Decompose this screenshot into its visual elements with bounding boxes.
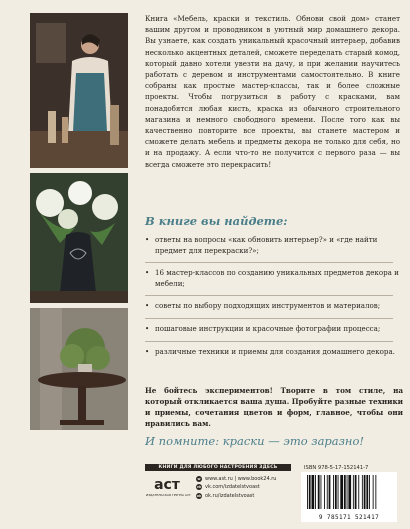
logo-mark: аст [154, 477, 180, 493]
divider [145, 341, 393, 342]
link-website[interactable] [196, 475, 276, 483]
publisher-logo [146, 477, 191, 497]
barcode-digits: 9 785171 521417 [318, 514, 380, 521]
features-heading: В книге вы найдете: [145, 214, 288, 228]
link-text: vk.com/izdatelstvoast [205, 484, 260, 491]
logo-caption: ИЗДАТЕЛЬСКАЯ ГРУППА АСТ [146, 493, 191, 497]
slogan-bar: КНИГИ ДЛЯ ЛЮБОГО НАСТРОЕНИЯ ЗДЕСЬ [145, 464, 291, 471]
intro-paragraph: Книга «Мебель, краски и текстиль. Обнови свой дом» станет вашим другом и проводником в уютный мир домашнего декора. Вы узнаете, как создать уникальный красочный интерьер, добавив несколько акцентных деталей, сможете переделать старый комод, который давно хотели увезти на дачу, и при желании научитесь работать с деревом и инструментами самостоятельно. В книге собраны как простые мастер-классы, так и более сложные проекты. Чтобы погрузиться в работу с красками, вам понадобятся любая кисть, краска из обычного строительного магазина и немного свободного времени. После того как вы качественно повторите все проекты, вы станете мастером и сможете делать мебель и предметы декора не только для себя, но и на продажу. А если что-то не получится с первого раза — вы всегда сможете это перекрасить! [145, 14, 400, 169]
feature-item: • пошаговые инструкции и красочные фотографии процесса; [145, 324, 400, 335]
barcode-bar [329, 475, 331, 509]
publisher-links [196, 475, 276, 500]
photo-vase-flowers [30, 173, 128, 303]
feature-item: • ответы на вопросы «как обновить интерьер?» и «где найти предмет для перекраски?»; [145, 235, 400, 256]
divider [145, 262, 393, 263]
barcode-bar [338, 475, 339, 509]
barcode-bars [301, 472, 397, 512]
barcode-bar [307, 475, 308, 509]
feature-item: • различные техники и приемы для создания домашнего декора. [145, 347, 400, 358]
globe-icon: w [197, 477, 201, 482]
barcode-bar [309, 475, 311, 509]
link-text: www.ast.ru | www.book24.ru [205, 476, 277, 482]
barcode-bar [318, 475, 320, 509]
divider [145, 295, 393, 296]
barcode-bar [348, 475, 351, 509]
divider [145, 318, 393, 319]
feature-item: • 16 мастер-классов по созданию уникальных предметов декора и мебели; [145, 268, 400, 289]
barcode-bar [333, 475, 334, 509]
barcode-bar [344, 475, 346, 509]
barcode-bar [335, 475, 337, 509]
vk-icon: vk [196, 485, 202, 490]
barcode-bar [353, 475, 354, 509]
motto: И помните: краски — это заразно! [145, 434, 365, 448]
link-vk[interactable] [196, 483, 276, 491]
barcode-bar [364, 475, 366, 509]
barcode-bar [340, 475, 343, 509]
link-ok[interactable] [196, 492, 276, 500]
barcode-bar [327, 475, 328, 509]
photo-woman-painting [30, 13, 128, 168]
barcode-bar [324, 475, 325, 509]
features-list [145, 235, 400, 357]
isbn: ISBN 978-5-17-152141-7 [304, 465, 369, 471]
barcode [301, 472, 397, 522]
barcode-bar [369, 475, 370, 509]
barcode-bar [321, 475, 322, 509]
barcode-bar [355, 475, 357, 509]
barcode-bar [375, 475, 376, 509]
barcode-bar [366, 475, 368, 509]
barcode-bar [373, 475, 374, 509]
feature-item: • советы по выбору подходящих инструментов и материалов; [145, 301, 400, 312]
barcode-bar [347, 475, 348, 509]
photo-round-table [30, 308, 128, 430]
ok-icon: ok [196, 493, 202, 498]
encouragement-paragraph: Не бойтесь экспериментов! Творите в том стиле, на который откликается ваша душа. Пробуйте разные техники и приемы, сочетания цветов и форм, главное, чтобы они нравились вам. [145, 386, 403, 428]
link-text: ok.ru/izdatelstvoast [205, 492, 255, 499]
barcode-bar [312, 475, 315, 509]
barcode-bar [315, 475, 316, 509]
barcode-bar [362, 475, 363, 509]
barcode-bar [358, 475, 359, 509]
